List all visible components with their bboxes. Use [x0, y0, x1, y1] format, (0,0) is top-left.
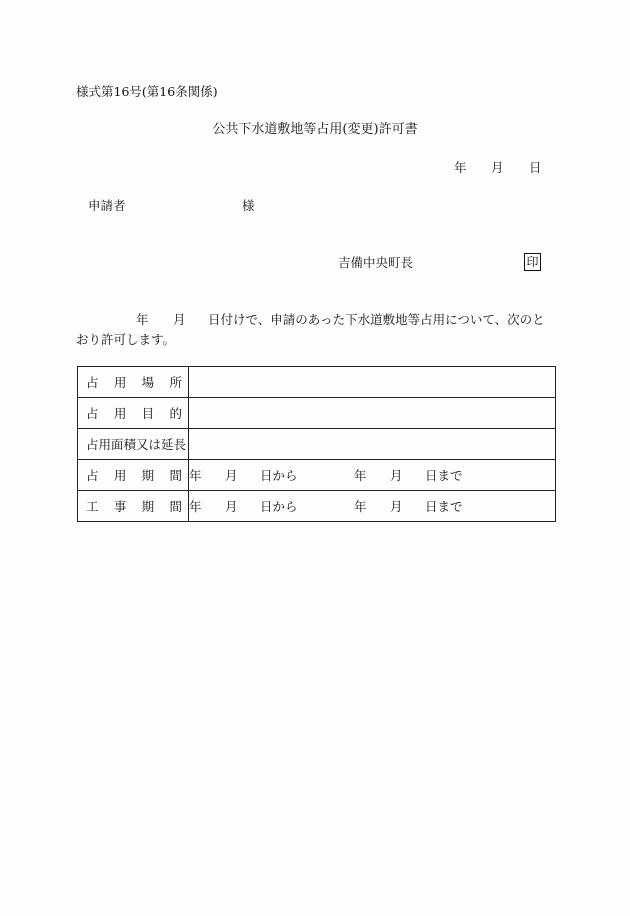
- period-start-year: 年: [189, 468, 202, 483]
- label-char: 的: [169, 406, 182, 421]
- label-char: 目: [141, 406, 155, 421]
- label-char: 用: [113, 406, 127, 421]
- label-char: 用: [113, 375, 127, 390]
- construction-start-month: 月: [225, 499, 238, 514]
- row-label: [78, 429, 189, 460]
- label-char: 事: [113, 499, 127, 514]
- construction-end-year: 年: [354, 499, 367, 514]
- construction-end-day: 日まで: [425, 499, 463, 514]
- label-char: 期: [141, 499, 155, 514]
- row-label: [78, 398, 189, 429]
- label-char: 場: [141, 375, 155, 390]
- label-char: 占: [86, 375, 99, 390]
- construction-start-day: 日から: [260, 499, 298, 514]
- occupancy-period-field[interactable]: [189, 460, 556, 491]
- issuer-name: 吉備中央町長: [338, 255, 414, 270]
- period-end-month: 月: [390, 468, 403, 483]
- row-label: [78, 367, 189, 398]
- area-length-label: 占用面積又は延長: [86, 437, 187, 452]
- construction-end-month: 月: [390, 499, 403, 514]
- label-char: 間: [169, 468, 182, 483]
- issue-date: [454, 160, 542, 176]
- period-end-day: 日まで: [425, 468, 463, 483]
- table-row: [78, 491, 556, 522]
- table-row: [78, 367, 556, 398]
- table-row: [78, 398, 556, 429]
- permit-details-table: [77, 366, 556, 522]
- row-label: [78, 491, 189, 522]
- construction-period-field[interactable]: [189, 491, 556, 522]
- statement-year-label: 年: [136, 312, 149, 327]
- statement-text: 日付けで、申請のあった下水道敷地等占用について、次のとおり許可します。: [76, 312, 545, 347]
- applicant-label: 申請者: [88, 198, 126, 213]
- date-month-label: 月: [491, 160, 504, 175]
- label-char: 所: [169, 375, 182, 390]
- label-char: 間: [169, 499, 182, 514]
- construction-start-year: 年: [189, 499, 202, 514]
- label-char: 占: [86, 406, 99, 421]
- label-char: 用: [113, 468, 127, 483]
- occupancy-area-field[interactable]: [189, 429, 556, 460]
- date-day-label: 日: [529, 160, 542, 175]
- table-row: [78, 429, 556, 460]
- applicant-honorific: 様: [242, 198, 255, 213]
- form-number: 様式第16号(第16条関係): [76, 84, 218, 99]
- permit-statement: [76, 310, 556, 350]
- occupancy-location-field[interactable]: [189, 367, 556, 398]
- row-label: [78, 460, 189, 491]
- label-char: 占: [86, 468, 99, 483]
- period-end-year: 年: [354, 468, 367, 483]
- table-row: [78, 460, 556, 491]
- date-year-label: 年: [454, 160, 467, 175]
- applicant-line: [88, 198, 255, 214]
- seal-stamp: 印: [524, 253, 541, 271]
- occupancy-purpose-field[interactable]: [189, 398, 556, 429]
- statement-month-label: 月: [173, 312, 186, 327]
- period-start-month: 月: [225, 468, 238, 483]
- label-char: 工: [86, 499, 99, 514]
- document-title: 公共下水道敷地等占用(変更)許可書: [212, 122, 418, 137]
- period-start-day: 日から: [260, 468, 298, 483]
- label-char: 期: [141, 468, 155, 483]
